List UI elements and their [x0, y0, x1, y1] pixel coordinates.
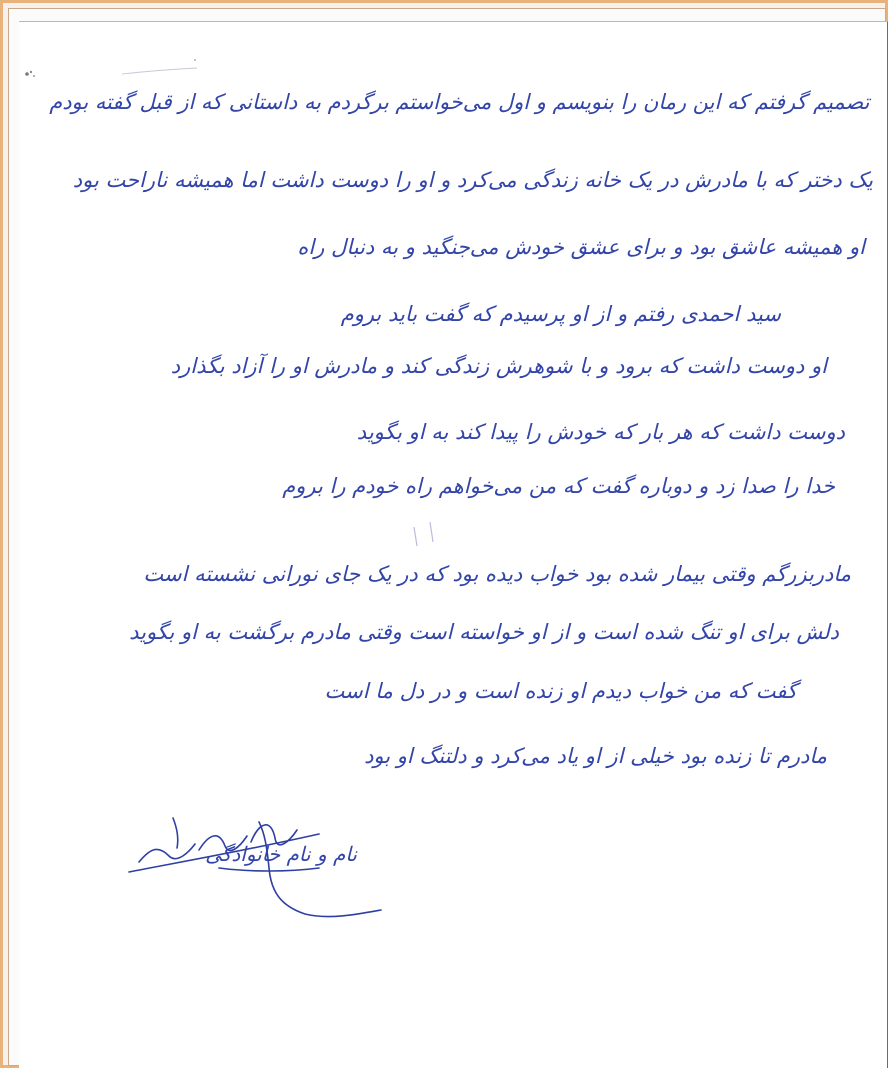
scan-speck [194, 59, 196, 61]
ink-marks [19, 22, 887, 1068]
text-line: مادرم تا زنده بود خیلی از او یاد می‌کرد و دلتنگ او بود [364, 744, 827, 768]
text-line: تصمیم گرفتم که این رمان را بنویسم و اول می‌خواستم برگردم به داستانی که از قبل گفته بودم [48, 90, 869, 114]
faint-stroke [122, 68, 197, 74]
signature-scribble [129, 818, 381, 917]
scan-speck [33, 75, 35, 77]
scan-speck [30, 71, 32, 73]
faint-stroke [430, 522, 433, 542]
scan-frame-inner [8, 8, 886, 1066]
text-line: یک دختر که با مادرش در یک خانه زندگی می‌کرد و او را دوست داشت اما همیشه ناراحت بود [72, 168, 873, 192]
text-line: او دوست داشت که برود و با شوهرش زندگی کند و مادرش او را آزاد بگذارد [170, 354, 827, 378]
handwritten-page [19, 21, 888, 1068]
text-line: او همیشه عاشق بود و برای عشق خودش می‌جنگید و به دنبال راه [297, 235, 865, 259]
text-line: دلش برای او تنگ شده است و از او خواسته است وقتی مادرم برگشت به او بگوید [129, 620, 839, 644]
text-line: دوست داشت که هر بار که خودش را پیدا کند به او بگوید [356, 420, 845, 444]
text-line: گفت که من خواب دیدم او زنده است و در دل ما است [324, 679, 797, 703]
scan-speck [25, 72, 29, 76]
text-line: خدا را صدا زد و دوباره گفت که من می‌خواهم راه خودم را بروم [282, 474, 835, 498]
text-line: سید احمدی رفتم و از او پرسیدم که گفت باید بروم [340, 302, 781, 326]
signature-label: نام و نام خانوادگی [205, 842, 357, 866]
text-line: مادربزرگم وقتی بیمار شده بود خواب دیده بود که در یک جای نورانی نشسته است [143, 562, 851, 586]
faint-stroke [414, 527, 417, 546]
